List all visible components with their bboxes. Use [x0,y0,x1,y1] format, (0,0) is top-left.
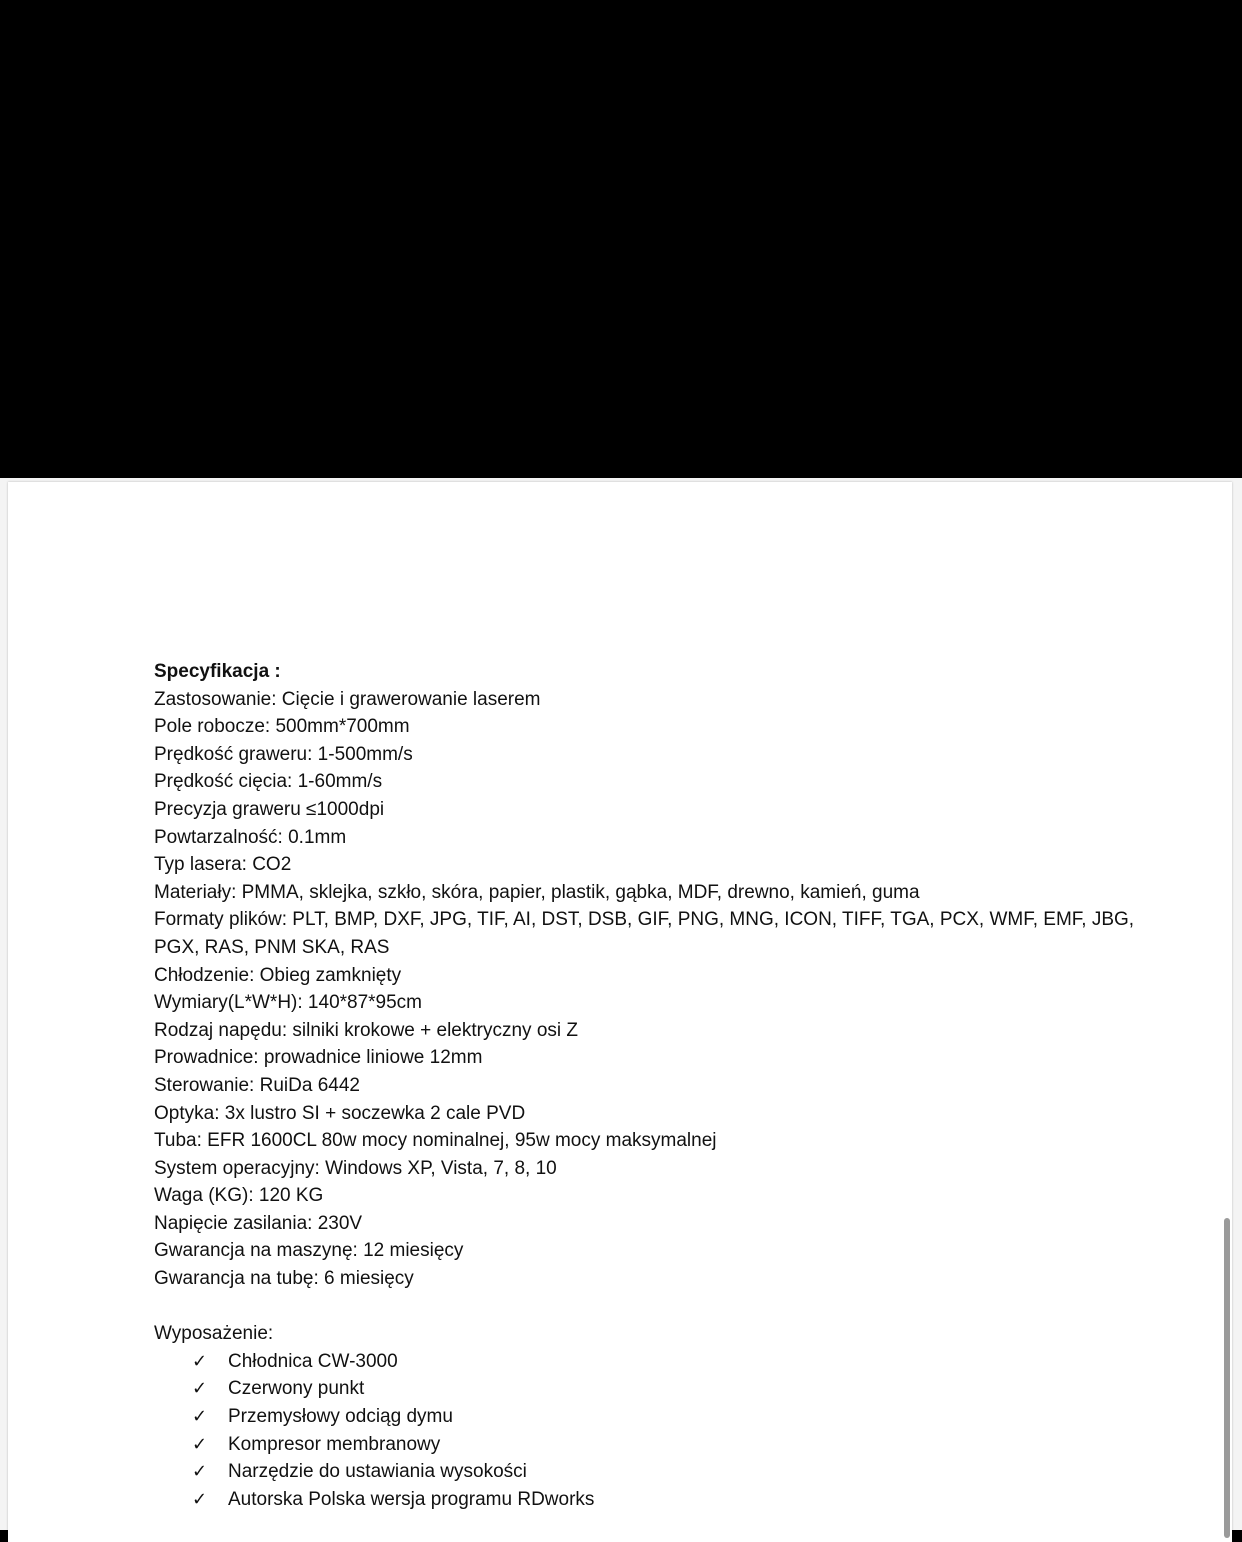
spec-line: Gwarancja na maszynę: 12 miesięcy [154,1240,464,1262]
spec-line: Wymiary(L*W*H): 140*87*95cm [154,992,423,1014]
checkmark-icon: ✓ [192,1488,208,1510]
list-item [154,1348,1154,1376]
equipment-heading: Wyposażenie: [154,1323,274,1345]
spec-line: Optyka: 3x lustro SI + soczewka 2 cale PVD [154,1102,526,1124]
equipment-label: Autorska Polska wersja programu RDworks [228,1488,595,1510]
spec-line: Sterowanie: RuiDa 6442 [154,1074,360,1096]
checkmark-icon: ✓ [192,1433,208,1455]
spec-line: Waga (KG): 120 KG [154,1185,324,1207]
checkmark-icon: ✓ [192,1406,208,1428]
spec-line: Powtarzalność: 0.1mm [154,826,347,848]
spacer [154,1293,1154,1321]
spec-line: Rodzaj napędu: silniki krokowe + elektryczny osi Z [154,1019,578,1041]
spec-line: Zastosowanie: Cięcie i grawerowanie laserem [154,688,541,710]
spec-line: Materiały: PMMA, sklejka, szkło, skóra, papier, plastik, gąbka, MDF, drewno, kamień, guma [154,881,920,903]
spec-line: Prowadnice: prowadnice liniowe 12mm [154,1047,483,1069]
spec-line: Gwarancja na tubę: 6 miesięcy [154,1268,414,1290]
equipment-label: Czerwony punkt [228,1378,365,1400]
checkmark-icon: ✓ [192,1461,208,1483]
document-viewer[interactable] [0,478,1242,1530]
spec-line: Prędkość cięcia: 1-60mm/s [154,771,383,793]
spec-list [154,686,1154,1293]
spec-line: Typ lasera: CO2 [154,854,292,876]
checkmark-icon: ✓ [192,1350,208,1372]
equipment-list [154,1348,1154,1514]
top-black-area [0,0,1242,478]
checkmark-icon: ✓ [192,1378,208,1400]
spec-line: Chłodzenie: Obieg zamknięty [154,964,402,986]
spec-line: Formaty plików: PLT, BMP, DXF, JPG, TIF, AI, DST, DSB, GIF, PNG, MNG, ICON, TIFF, TGA, PCX, WMF, EMF, JBG, PGX, RAS, PNM SKA, RAS [154,909,1135,958]
equipment-label: Przemysłowy odciąg dymu [228,1406,453,1428]
document-content [154,658,1154,1513]
scrollbar-thumb[interactable] [1224,1218,1230,1538]
spec-heading: Specyfikacja : [154,661,281,682]
list-item [154,1403,1154,1431]
list-item [154,1458,1154,1486]
list-item [154,1431,1154,1459]
spec-line: Pole robocze: 500mm*700mm [154,716,410,738]
spec-line: Precyzja graweru ≤1000dpi [154,798,385,820]
document-page [8,482,1232,1542]
list-item [154,1375,1154,1403]
equipment-label: Narzędzie do ustawiania wysokości [228,1461,527,1483]
equipment-label: Kompresor membranowy [228,1433,441,1455]
spec-line: Tuba: EFR 1600CL 80w mocy nominalnej, 95w mocy maksymalnej [154,1130,717,1152]
equipment-label: Chłodnica CW-3000 [228,1350,398,1372]
spec-line: Prędkość graweru: 1-500mm/s [154,743,413,765]
spec-line: Napięcie zasilania: 230V [154,1212,363,1234]
list-item [154,1486,1154,1514]
spec-line: System operacyjny: Windows XP, Vista, 7, 8, 10 [154,1157,557,1179]
